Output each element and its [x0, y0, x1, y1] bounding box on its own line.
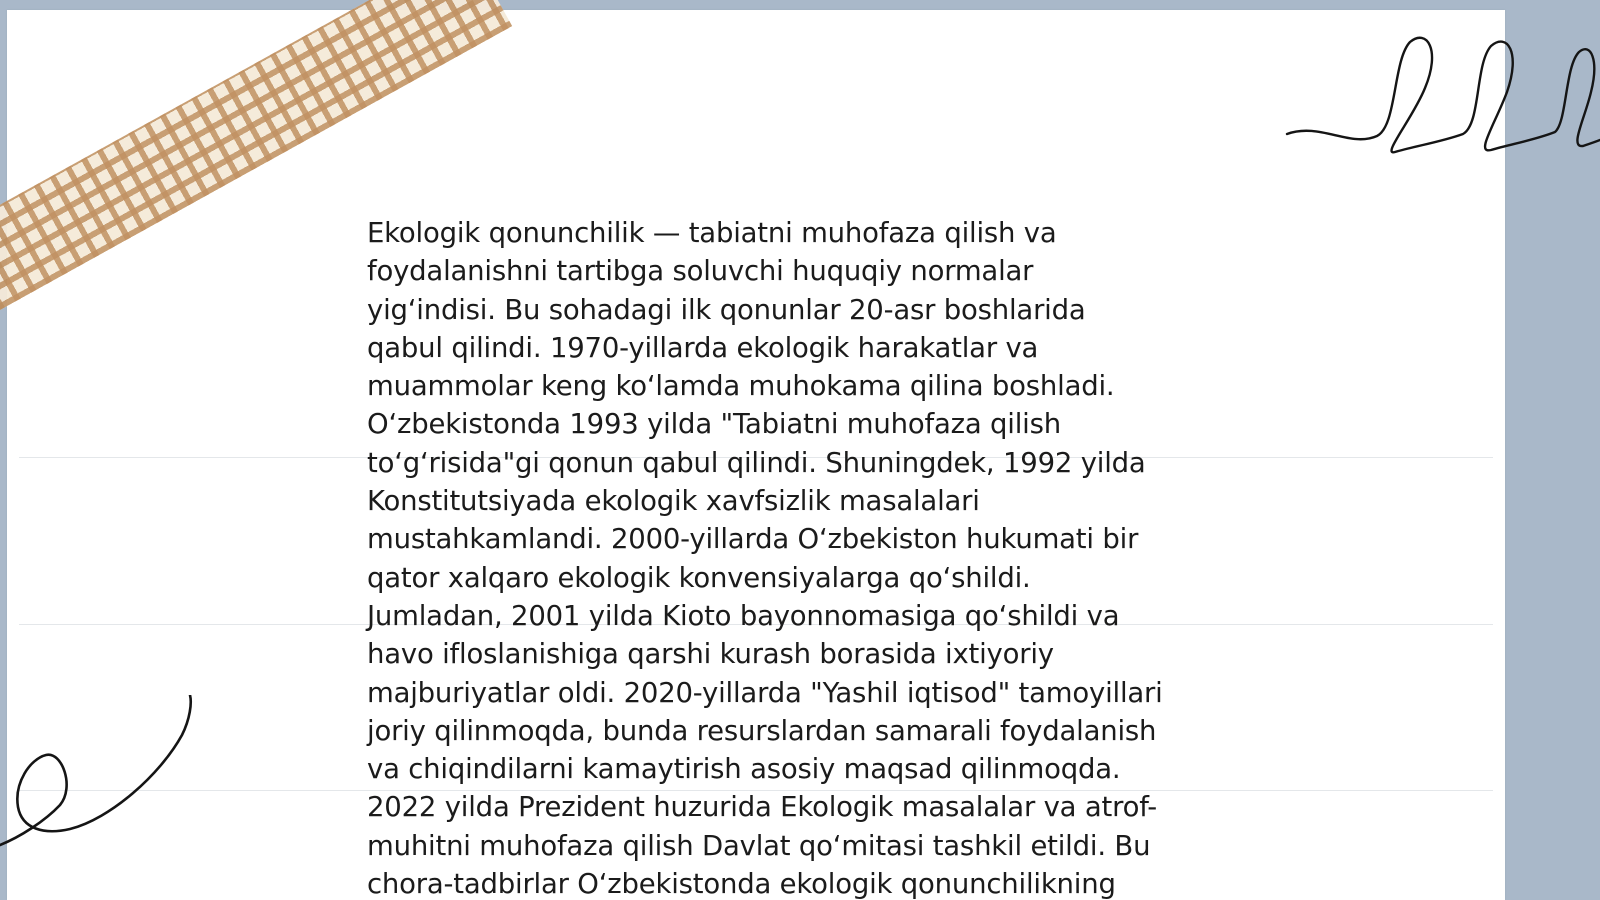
text-line: yig‘indisi. Bu sohadagi ilk qonunlar 20-asr boshlarida [367, 293, 1086, 326]
text-line: O‘zbekistonda 1993 yilda "Tabiatni muhofaza qilish [367, 408, 1061, 441]
text-line: majburiyatlar oldi. 2020-yillarda "Yashil iqtisod" tamoyillari [367, 676, 1163, 709]
text-line: qator xalqaro ekologik konvensiyalarga qo‘shildi. [367, 561, 1031, 594]
text-line: muhitni muhofaza qilish Davlat qo‘mitasi tashkil etildi. Bu [367, 829, 1151, 862]
text-line: foydalanishni tartibga soluvchi huquqiy normalar [367, 255, 1034, 288]
text-line: joriy qilinmoqda, bunda resurslardan samarali foydalanish [367, 714, 1157, 747]
body-text [367, 214, 1247, 900]
text-line: to‘g‘risida"gi qonun qabul qilindi. Shuningdek, 1992 yilda [367, 446, 1146, 479]
text-line: chora-tadbirlar O‘zbekistonda ekologik qonunchilikning [367, 868, 1116, 900]
text-line: Ekologik qonunchilik — tabiatni muhofaza qilish va [367, 217, 1057, 249]
text-line: havo ifloslanishiga qarshi kurash borasida ixtiyoriy [367, 638, 1054, 671]
text-line: muammolar keng ko‘lamda muhokama qilina boshladi. [367, 370, 1115, 403]
text-line: Jumladan, 2001 yilda Kioto bayonnomasiga qo‘shildi va [367, 599, 1120, 632]
text-line: 2022 yilda Prezident huzurida Ekologik masalalar va atrof- [367, 791, 1157, 824]
text-line: va chiqindilarni kamaytirish asosiy maqsad qilinmoqda. [367, 753, 1121, 786]
text-line: mustahkamlandi. 2000-yillarda O‘zbekiston hukumati bir [367, 523, 1139, 556]
text-line: Konstitutsiyada ekologik xavfsizlik masalalari [367, 485, 980, 518]
text-line: qabul qilindi. 1970-yillarda ekologik harakatlar va [367, 331, 1039, 364]
